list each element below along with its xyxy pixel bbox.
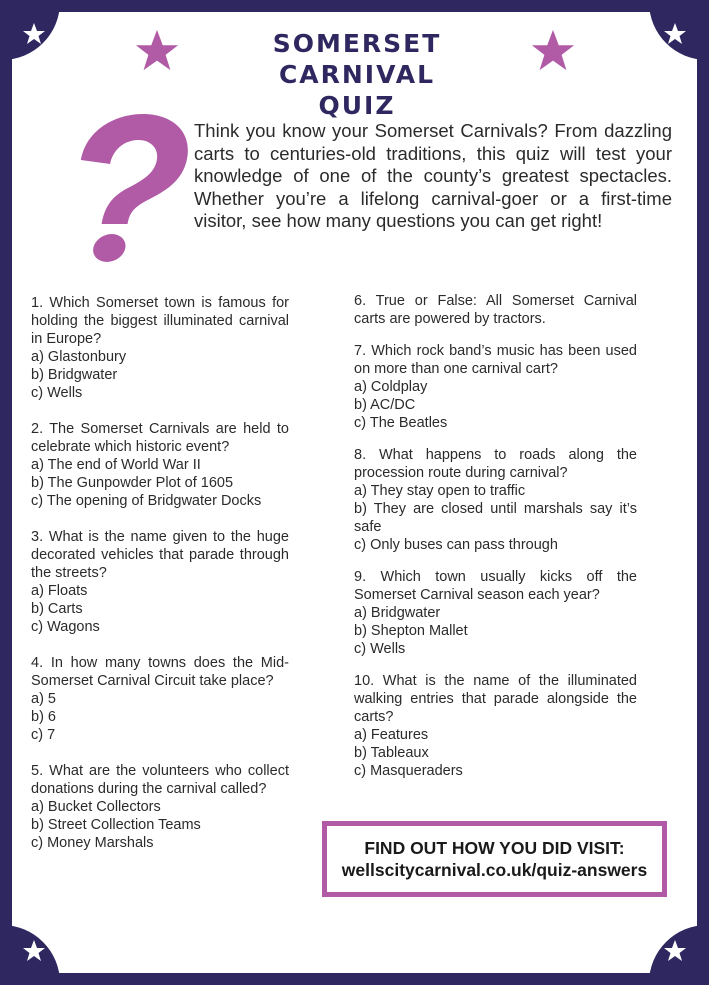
option-a: a) Coldplay [354, 379, 428, 395]
star-icon [134, 28, 180, 74]
question-mark-icon [58, 108, 188, 268]
option-b: b) Street Collection Teams [31, 817, 201, 833]
question-4 [31, 654, 289, 744]
question-text: 8. What happens to roads along the procession route during carnival? [354, 447, 637, 481]
questions-right-column [354, 292, 637, 794]
quiz-sheet [12, 12, 697, 973]
question-7 [354, 342, 637, 432]
option-a: a) Features [354, 727, 429, 743]
option-a: a) Bucket Collectors [31, 799, 161, 815]
question-3 [31, 528, 289, 636]
question-text: 6. True or False: All Somerset Carnival carts are powered by tractors. [354, 293, 637, 327]
question-9 [354, 568, 637, 658]
option-c: c) Wagons [31, 619, 100, 635]
option-b: b) Tableaux [354, 745, 429, 761]
question-1 [31, 294, 289, 402]
corner-top-right [649, 12, 697, 60]
option-c: c) Masqueraders [354, 763, 463, 779]
option-c: c) 7 [31, 727, 56, 743]
question-text: 9. Which town usually kicks off the Somerset Carnival season each year? [354, 569, 637, 603]
option-c: c) The Beatles [354, 415, 448, 431]
star-icon [22, 22, 46, 46]
answers-url[interactable]: wellscitycarnival.co.uk/quiz-answers [341, 860, 648, 880]
question-text: 7. Which rock band’s music has been used on more than one carnival cart? [354, 343, 637, 377]
option-a: a) They stay open to traffic [354, 483, 526, 499]
option-b: b) They are closed until marshals say it’s safe [354, 501, 637, 535]
option-a: a) Bridgwater [354, 605, 441, 621]
intro-paragraph: Think you know your Somerset Carnivals? From dazzling carts to centuries-old traditions, this quiz will test your knowledge of one of the county’s greatest spectacles. Whether you’re a lifelong carnival-goer or a first-time visitor, see how many questions you can get right! [194, 120, 672, 231]
corner-bottom-right [649, 925, 697, 973]
corner-top-left [12, 12, 60, 60]
option-c: c) Money Marshals [31, 835, 154, 851]
question-6 [354, 292, 637, 328]
question-text: 2. The Somerset Carnivals are held to celebrate which historic event? [31, 421, 289, 455]
option-b: b) AC/DC [354, 397, 416, 413]
option-c: c) Only buses can pass through [354, 537, 558, 553]
option-c: c) Wells [31, 385, 83, 401]
option-b: b) Carts [31, 601, 83, 617]
star-icon [22, 939, 46, 963]
question-2 [31, 420, 289, 510]
question-text: 4. In how many towns does the Mid-Somerset Carnival Circuit take place? [31, 655, 289, 689]
question-text: 3. What is the name given to the huge decorated vehicles that parade through the streets? [31, 529, 289, 581]
option-c: c) Wells [354, 641, 406, 657]
option-b: b) The Gunpowder Plot of 1605 [31, 475, 234, 491]
title-line-1: SOMERSET CARNIVAL [272, 29, 442, 89]
option-a: a) The end of World War II [31, 457, 201, 473]
questions-left-column [31, 294, 289, 870]
corner-bottom-left [12, 925, 60, 973]
question-5 [31, 762, 289, 852]
question-text: 5. What are the volunteers who collect donations during the carnival called? [31, 763, 289, 797]
title-line-2: QUIZ [318, 91, 396, 120]
question-10 [354, 672, 637, 780]
star-icon [663, 22, 687, 46]
option-a: a) Floats [31, 583, 88, 599]
question-8 [354, 446, 637, 554]
option-c: c) The opening of Bridgwater Docks [31, 493, 262, 509]
option-a: a) Glastonbury [31, 349, 127, 365]
star-icon [663, 939, 687, 963]
page-title [192, 28, 522, 121]
star-icon [530, 28, 576, 74]
question-text: 10. What is the name of the illuminated walking entries that parade alongside the carts? [354, 673, 637, 725]
answers-heading: FIND OUT HOW YOU DID VISIT: [364, 838, 625, 858]
answers-callout [322, 821, 667, 897]
option-b: b) 6 [31, 709, 56, 725]
option-b: b) Bridgwater [31, 367, 118, 383]
option-a: a) 5 [31, 691, 56, 707]
question-text: 1. Which Somerset town is famous for holding the biggest illuminated carnival in Europe? [31, 295, 289, 347]
option-b: b) Shepton Mallet [354, 623, 468, 639]
